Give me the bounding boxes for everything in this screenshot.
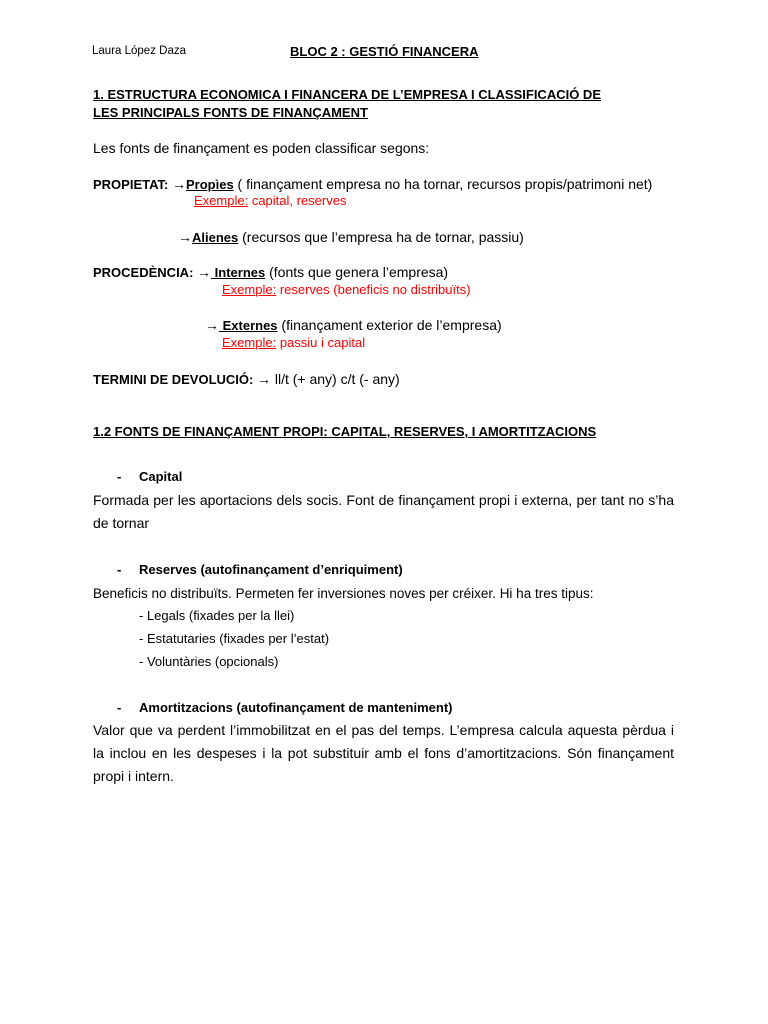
propies-example	[194, 194, 346, 207]
document-title: BLOC 2 : GESTIÓ FINANCERA	[290, 44, 479, 59]
alienes-description: (recursos que l’empresa ha de tornar, passiu)	[238, 229, 524, 245]
capital-text: Formada per les aportacions dels socis. Font de finançament propi i externa, per tant no s’ha de tornar	[93, 492, 674, 531]
capital-title: Capital	[139, 469, 183, 484]
reserves-type-item: - Legals (fixades per la llei)	[139, 608, 295, 623]
reserves-title: Reserves (autofinançament d’enriquiment)	[139, 562, 403, 577]
propies-term: Propìes	[185, 177, 234, 192]
propietat-row	[93, 177, 652, 191]
procedencia-label: PROCEDÈNCIA:	[93, 265, 194, 280]
arrow-right-icon: →	[197, 264, 212, 280]
example-label: Exemple:	[222, 335, 277, 350]
procedencia-row	[93, 265, 448, 279]
bullet-dash: -	[117, 700, 122, 715]
externes-description: (finançament exterior de l’empresa)	[277, 317, 502, 333]
reserves-type-item: - Voluntàries (opcionals)	[139, 654, 279, 669]
example-text: reserves (beneficis no distribuïts)	[276, 282, 471, 297]
internes-term: Internes	[211, 265, 266, 280]
section1-heading-line2: LES PRINCIPALS FONTS DE FINANÇAMENT	[93, 105, 368, 120]
alienes-term: Alienes	[192, 230, 239, 245]
propietat-label: PROPIETAT:	[93, 177, 169, 192]
section2-heading: 1.2 FONTS DE FINANÇAMENT PROPI: CAPITAL, RESERVES, I AMORTITZACIONS	[93, 424, 597, 439]
externes-example	[222, 336, 365, 349]
externes-term: Externes	[219, 318, 278, 333]
example-label: Exemple:	[194, 193, 249, 208]
reserves-type-item: - Estatutaries (fixades per l’estat)	[139, 631, 330, 646]
author-name: Laura López Daza	[92, 45, 186, 57]
amortitzacions-title: Amortitzacions (autofinançament de manteniment)	[139, 700, 453, 715]
arrow-right-icon: →	[178, 229, 192, 245]
example-text: passiu i capital	[276, 335, 366, 350]
alienes-row	[178, 230, 524, 244]
section1-heading-line1: 1. ESTRUCTURA ECONOMICA I FINANCERA DE L’EMPRESA I CLASSIFICACIÓ DE	[93, 87, 601, 102]
arrow-right-icon: →	[256, 371, 271, 387]
example-label: Exemple:	[222, 282, 277, 297]
propies-description: ( finançament empresa no ha tornar, recursos propis/patrimoni net)	[233, 176, 653, 192]
internes-description: (fonts que genera l’empresa)	[265, 264, 449, 280]
arrow-right-icon: →	[171, 176, 186, 192]
bullet-dash: -	[117, 469, 122, 484]
bullet-dash: -	[117, 562, 122, 577]
intro-text: Les fonts de finançament es poden classificar segons:	[93, 140, 430, 156]
reserves-text: Beneficis no distribuïts. Permeten fer inversiones noves per créixer. Hi ha tres tipus:	[93, 586, 594, 601]
externes-row	[205, 318, 502, 332]
arrow-right-icon: →	[205, 317, 219, 333]
termini-label: TERMINI DE DEVOLUCIÓ:	[93, 372, 254, 387]
amortitzacions-text: Valor que va perdent l’immobilitzat en el pas del temps. L’empresa calcula aquesta pèrdua i la inclou en les despeses i la pot substituir amb el fons d’amortitzacions. Són finançament propi i intern.	[93, 722, 674, 784]
termini-text: ll/t (+ any) c/t (- any)	[270, 371, 400, 387]
internes-example	[222, 283, 471, 296]
termini-row	[93, 372, 400, 386]
example-text: capital, reserves	[248, 193, 347, 208]
